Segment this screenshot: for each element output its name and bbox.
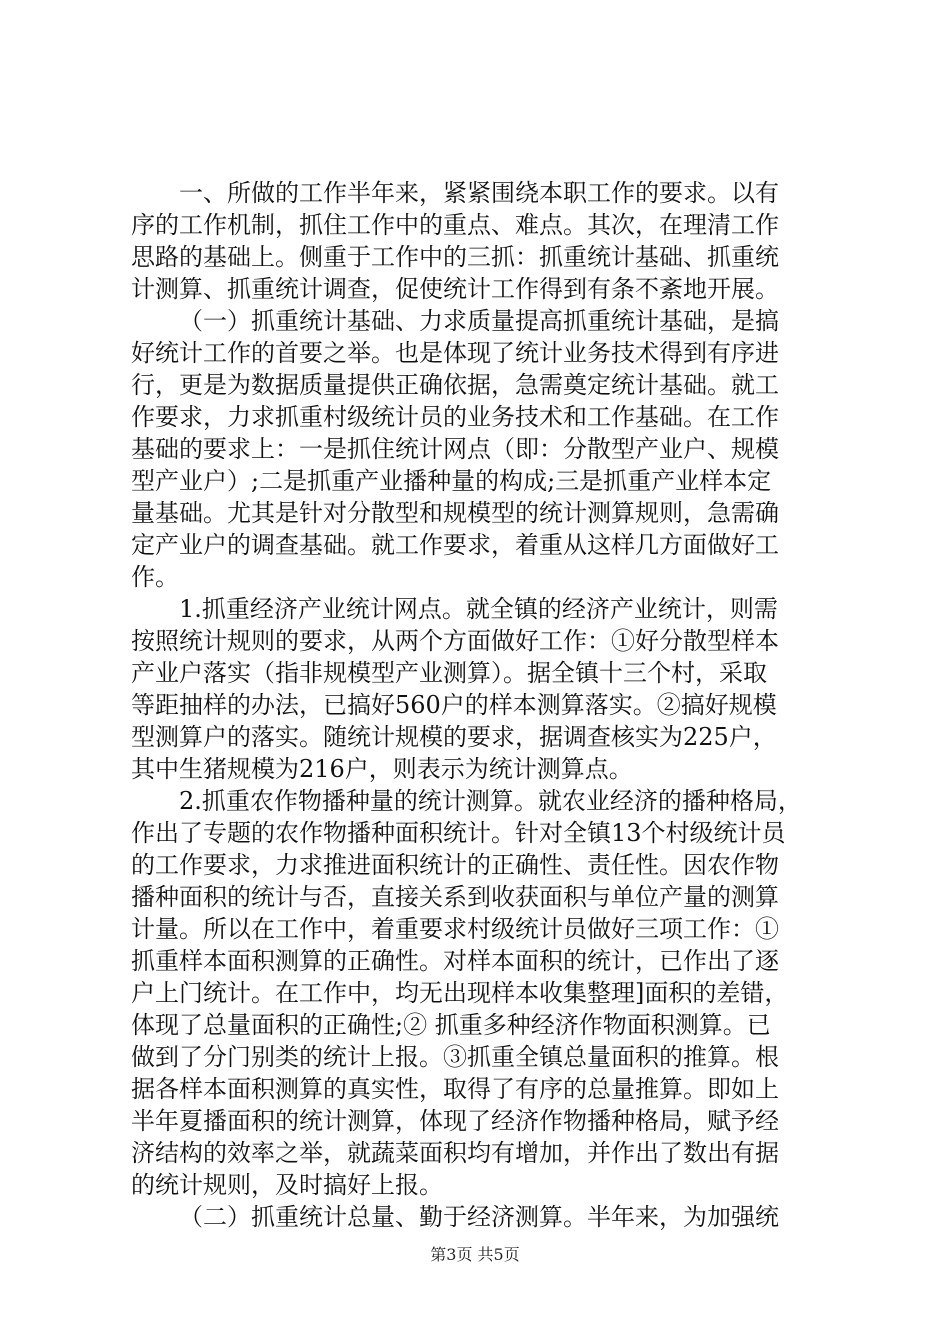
paragraph-line: 好统计工作的首要之举。也是体现了统计业务技术得到有序进 xyxy=(131,339,779,367)
paragraph-line: 半年夏播面积的统计测算，体现了经济作物播种格局，赋予经 xyxy=(131,1107,779,1135)
paragraph-line: 作出了专题的农作物播种面积统计。针对全镇13个村级统计员 xyxy=(131,819,786,847)
paragraph-line: 济结构的效率之举，就蔬菜面积均有增加，并作出了数出有据 xyxy=(131,1139,779,1167)
paragraph-line: 型测算户的落实。随统计规模的要求，据调查核实为225户， xyxy=(131,723,777,751)
paragraph-line: 一、所做的工作半年来，紧紧围绕本职工作的要求。以有 xyxy=(179,179,779,207)
paragraph-line: 抓重样本面积测算的正确性。对样本面积的统计，已作出了逐 xyxy=(131,947,779,975)
paragraph-line: 定产业户的调查基础。就工作要求，着重从这样几方面做好工 xyxy=(131,531,779,559)
paragraph-line: 作要求，力求抓重村级统计员的业务技术和工作基础。在工作 xyxy=(131,403,779,431)
page-number-footer: 第3页 共5页 xyxy=(430,1245,520,1264)
paragraph-line: 序的工作机制，抓住工作中的重点、难点。其次，在理清工作 xyxy=(131,211,779,239)
paragraph-line: 基础的要求上：一是抓住统计网点（即：分散型产业户、规模 xyxy=(131,435,779,463)
paragraph-line: 产业户落实（指非规模型产业测算）。据全镇十三个村，采取 xyxy=(131,659,767,687)
paragraph-line: 作。 xyxy=(131,563,179,591)
paragraph-line: 播种面积的统计与否，直接关系到收获面积与单位产量的测算 xyxy=(131,883,779,911)
paragraph-line: 型产业户）;二是抓重产业播种量的构成;三是抓重产业样本定 xyxy=(131,467,772,495)
paragraph-line: （一）抓重统计基础、力求质量提高抓重统计基础，是搞 xyxy=(179,307,779,335)
paragraph-line: 行，更是为数据质量提供正确依据，急需奠定统计基础。就工 xyxy=(131,371,779,399)
document-body xyxy=(131,177,831,1233)
paragraph-line: 等距抽样的办法，已搞好560户的样本测算落实。②搞好规模 xyxy=(131,691,777,719)
paragraph-line: 体现了总量面积的正确性;② 抓重多种经济作物面积测算。已 xyxy=(131,1011,771,1039)
paragraph-line: 其中生猪规模为216户，则表示为统计测算点。 xyxy=(131,755,633,783)
paragraph-line: 1.抓重经济产业统计网点。就全镇的经济产业统计，则需 xyxy=(179,595,778,623)
paragraph-line: 计测算、抓重统计调查，促使统计工作得到有条不紊地开展。 xyxy=(131,275,779,303)
paragraph-line: 思路的基础上。侧重于工作中的三抓：抓重统计基础、抓重统 xyxy=(131,243,779,271)
paragraph-line: 计量。所以在工作中，着重要求村级统计员做好三项工作：① xyxy=(131,915,779,943)
paragraph-line: 做到了分门别类的统计上报。③抓重全镇总量面积的推算。根 xyxy=(131,1043,779,1071)
paragraph-line: （二）抓重统计总量、勤于经济测算。半年来，为加强统 xyxy=(179,1203,779,1231)
paragraph-line: 按照统计规则的要求，从两个方面做好工作：①好分散型样本 xyxy=(131,627,779,655)
paragraph-line: 户上门统计。在工作中，均无出现样本收集整理]面积的差错， xyxy=(131,979,789,1007)
paragraph-line: 的统计规则，及时搞好上报。 xyxy=(131,1171,443,1199)
paragraph-line: 量基础。尤其是针对分散型和规模型的统计测算规则，急需确 xyxy=(131,499,779,527)
paragraph-line: 的工作要求，力求推进面积统计的正确性、责任性。因农作物 xyxy=(131,851,779,879)
paragraph-line: 2.抓重农作物播种量的统计测算。就农业经济的播种格局， xyxy=(179,787,802,815)
paragraph-line: 据各样本面积测算的真实性，取得了有序的总量推算。即如上 xyxy=(131,1075,779,1103)
